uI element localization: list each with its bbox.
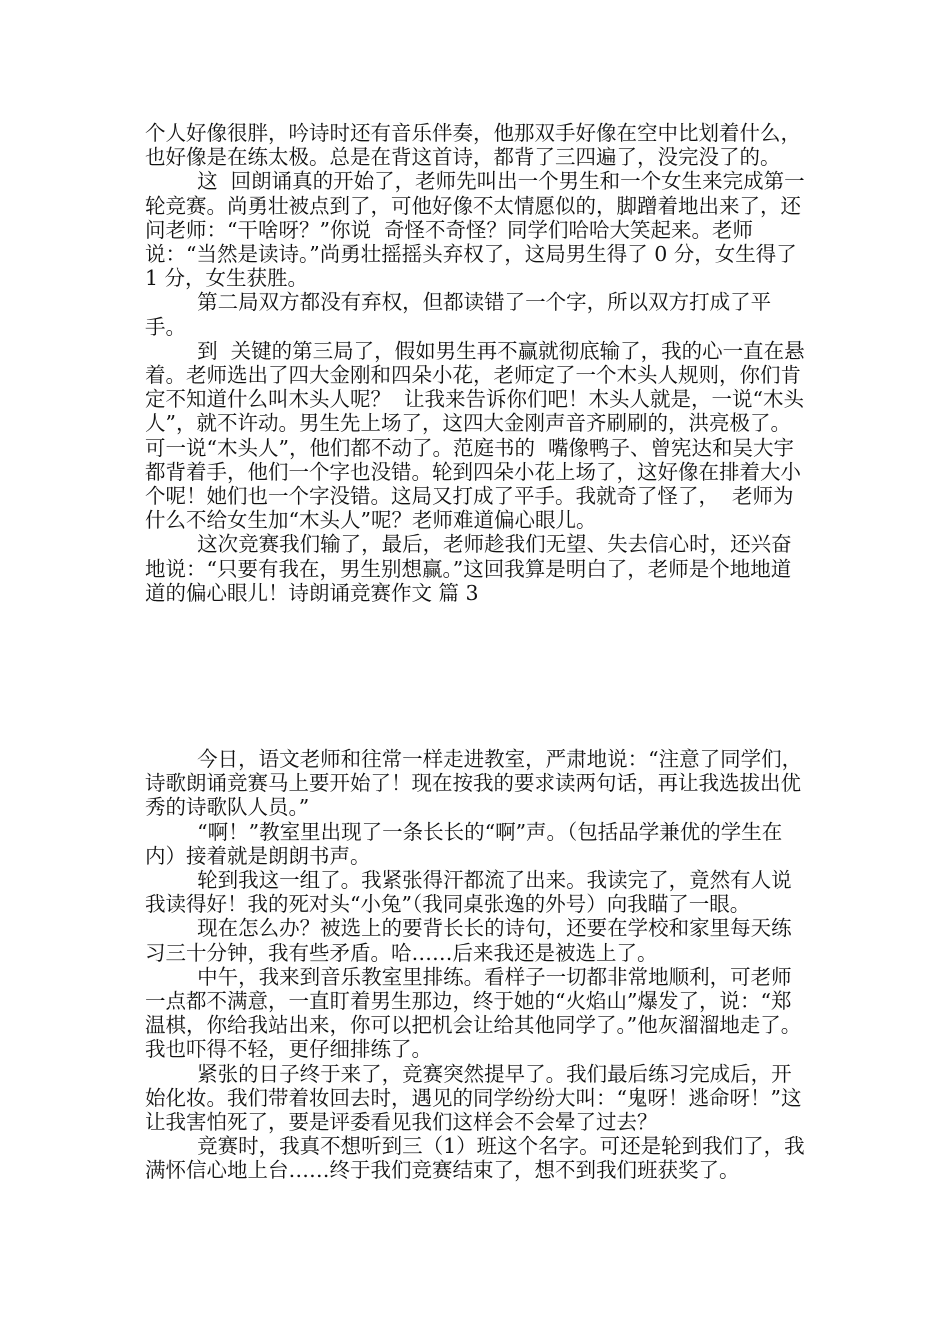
essay-section-two <box>145 747 811 1183</box>
paragraph: 轮到我这一组了。我紧张得汗都流了出来。我读完了，竟然有人说我读得好！我的死对头“小兔”（我同桌张逸的外号）向我瞄了一眼。 <box>145 868 792 917</box>
paragraph: 中午，我来到音乐教室里排练。看样子一切都非常地顺利，可老师一点都不满意，一直盯着男生那边，终于她的“火焰山”爆发了，说：“郑温棋，你给我站出来，你可以把机会让给其他同学了。”他灰溜溜地走了。我也吓得不轻，更仔细排练了。 <box>145 964 802 1062</box>
paragraph: 第二局双方都没有弃权，但都读错了一个字，所以双方打成了平手。 <box>145 290 772 339</box>
paragraph: 这 回朗诵真的开始了，老师先叫出一个男生和一个女生来完成第一轮竞赛。尚勇壮被点到了，可他好像不太情愿似的，脚蹭着地出来了，还问老师：“干啥呀？”你说 奇怪不奇怪？同学们哈哈大笑起来。老师说：“当然是读诗。”尚勇壮摇摇头弃权了，这局男生得了 0 分，女生得了 1 分，女生获胜。 <box>145 169 805 291</box>
essay-section-one <box>145 121 811 605</box>
paragraph: 个人好像很胖，吟诗时还有音乐伴奏，他那双手好像在空中比划着什么，也好像是在练太极。总是在背这首诗，都背了三四遍了，没完没了的。 <box>145 121 801 170</box>
paragraph: 紧张的日子终于来了，竞赛突然提早了。我们最后练习完成后，开始化妆。我们带着妆回去时，遇见的同学纷纷大叫：“鬼呀！逃命呀！”这让我害怕死了，要是评委看见我们这样会不会晕了过去？ <box>145 1061 802 1135</box>
paragraph: 到 关键的第三局了，假如男生再不赢就彻底输了，我的心一直在悬着。老师选出了四大金刚和四朵小花，老师定了一个木头人规则，你们肯定不知道什么叫木头人呢？ 让我来告诉你们吧！木头人就是，一说“木头人”，就不许动。男生先上场了，这四大金刚声音齐刷刷的，洪亮极了。可一说“木头人”，他们都不动了。范庭书的 嘴像鸭子、曾宪达和吴大宇都背着手，他们一个字也没错。轮到四朵小花上场了，这好像在排着大小个呢！她们也一个字没错。这局又打成了平手。我就奇了怪了， 老师为什么不给女生加“木头人”呢？老师难道偏心眼儿。 <box>145 338 805 533</box>
paragraph: 这次竞赛我们输了，最后，老师趁我们无望、失去信心时，还兴奋地说：“只要有我在，男生别想赢。”这回我算是明白了，老师是个地地道道的偏心眼儿！诗朗诵竞赛作文 篇 3 <box>145 532 792 605</box>
paragraph: 现在怎么办？被选上的要背长长的诗句，还要在学校和家里每天练习三十分钟，我有些矛盾。哈……后来我还是被选上了。 <box>145 916 792 965</box>
paragraph: 今日，语文老师和往常一样走进教室，严肃地说：“注意了同学们，诗歌朗诵竞赛马上要开始了！现在按我的要求读两句话，再让我选拔出优秀的诗歌队人员。” <box>145 747 803 820</box>
paragraph: 竞赛时，我真不想听到三（1）班这个名字。可还是轮到我们了，我满怀信心地上台……终于我们竞赛结束了，想不到我们班获奖了。 <box>145 1134 805 1183</box>
paragraph: “啊！”教室里出现了一条长长的“啊”声。（包括品学兼优的学生在内）接着就是朗朗书声。 <box>145 819 783 868</box>
